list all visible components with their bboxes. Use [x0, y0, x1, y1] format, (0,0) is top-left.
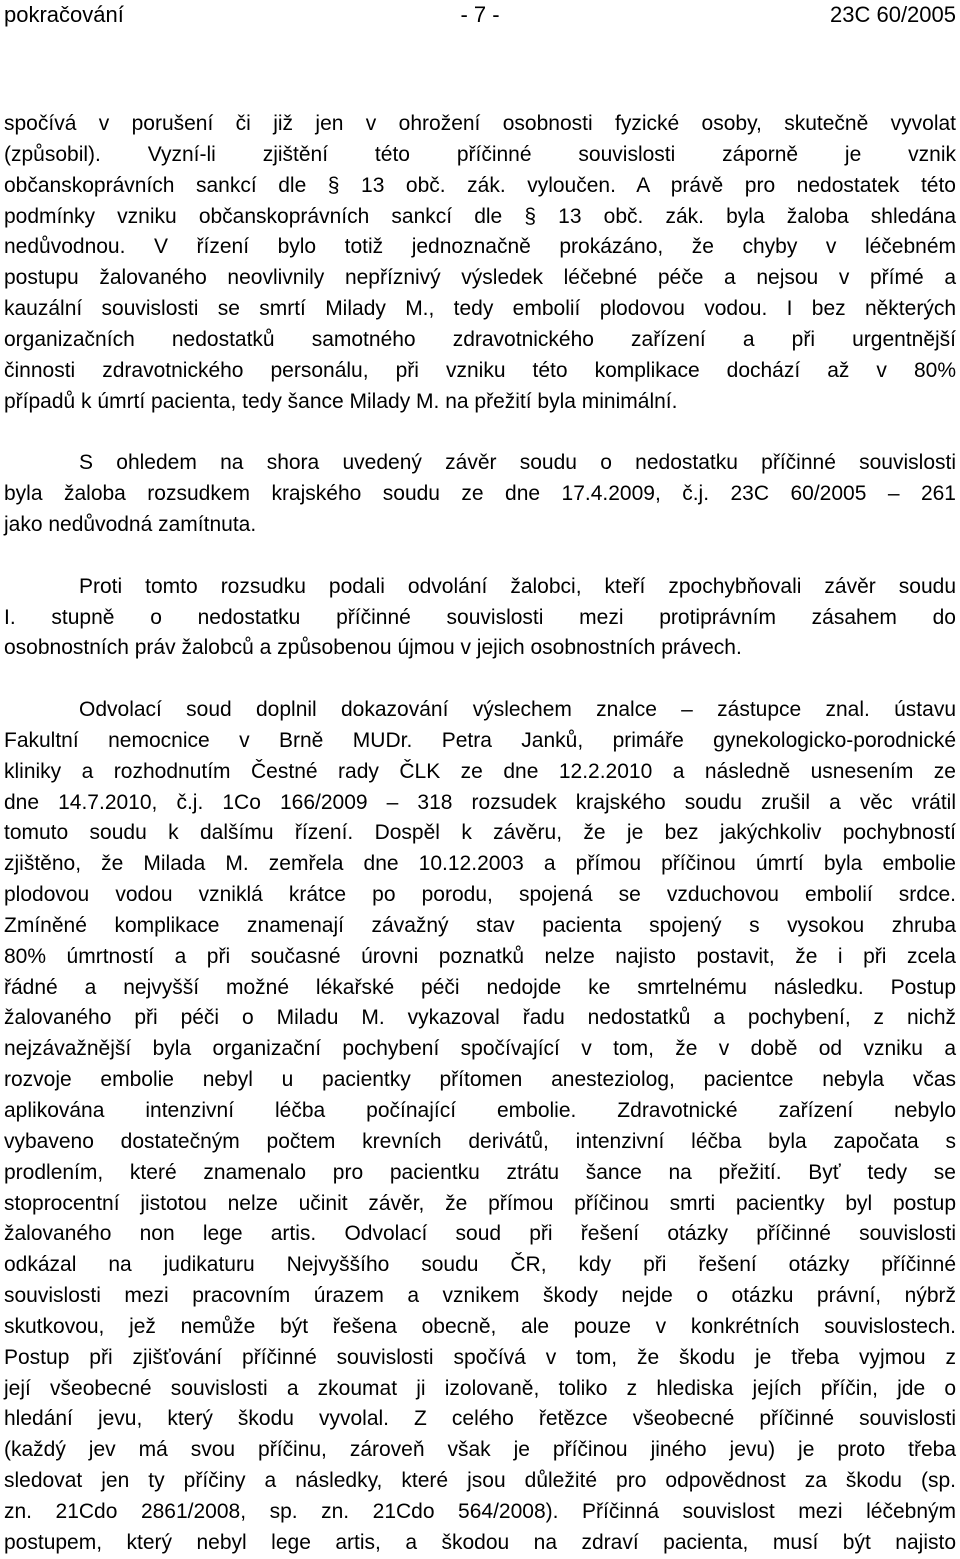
text-line: vybaveno dostatečným počtem krevních derivátů, intenzivní léčba byla započata s [4, 1129, 956, 1153]
text-line: Postup při zjišťování příčinné souvislosti spočívá v tom, že škodu je třeba vyjmou z [4, 1345, 956, 1369]
text-line: prodlením, které znamenalo pro pacientku ztrátu šance na přežití. Byť tedy se [4, 1160, 956, 1184]
text-line: Zmíněné komplikace znamenají závažný stav pacienta spojený s vysokou zhruba [4, 913, 956, 937]
text-line: zjištěno, že Milada M. zemřela dne 10.12.2003 a přímou příčinou úmrtí byla embolie [4, 852, 956, 876]
text-line: tomuto soudu k dalšímu řízení. Dospěl k závěru, že je bez jakýchkoliv pochybností [4, 821, 956, 845]
text-line: kliniky a rozhodnutím Čestné rady ČLK ze dne 12.2.2010 a následně usnesením ze [4, 759, 956, 783]
text-line: I. stupně o nedostatku příčinné souvislosti mezi protiprávním zásahem do [4, 605, 956, 629]
text-line: aplikována intenzivní léčba počínající embolie. Zdravotnické zařízení nebylo [4, 1099, 956, 1122]
text-line: Fakultní nemocnice v Brně MUDr. Petra Janků, primáře gynekologicko-porodnické [4, 728, 956, 752]
text-line: odkázal na judikaturu Nejvyššího soudu ČR, kdy při řešení otázky příčinné [4, 1253, 956, 1277]
text-line: žalovaného při péči o Miladu M. vykazoval řadu nedostatků a pochybení, z nichž [4, 1006, 956, 1030]
text-line: S ohledem na shora uvedený závěr soudu o nedostatku příčinné souvislosti [79, 451, 956, 475]
page-header [4, 0, 956, 30]
text-line: případů k úmrtí pacienta, tedy šance Milady M. na přežití byla minimální. [4, 389, 678, 413]
text-line: skutkovou, jež nemůže být řešena obecně, ale pouze v konkrétních souvislostech. [4, 1314, 956, 1338]
text-line: (způsobil). Vyzní-li zjištění této příčinné souvislosti záporně je vznik [4, 142, 956, 166]
text-line: Proti tomto rozsudku podali odvolání žalobci, kteří zpochybňovali závěr soudu [79, 574, 956, 598]
text-line: podmínky vzniku občanskoprávních sankcí dle § 13 obč. zák. byla žaloba shledána [4, 204, 956, 228]
text-line: dne 14.7.2010, č.j. 1Co 166/2009 – 318 rozsudek krajského soudu zrušil a věc vrátil [4, 790, 956, 814]
text-line: Odvolací soud doplnil dokazování výslechem znalce – zástupce znal. ústavu [79, 698, 956, 722]
continuation-label: pokračování [4, 2, 124, 27]
page-number: - 7 - [460, 2, 500, 27]
text-line: rozvoje embolie nebyl u pacientky přítomen anesteziolog, pacientce nebyla včas [4, 1068, 956, 1092]
paragraph-4 [4, 695, 956, 1559]
text-line: řádné a nejvyšší možné lékařské péči nedojde ke smrtelnému následku. Postup [4, 975, 956, 999]
text-line: byla žaloba rozsudkem krajského soudu ze dne 17.4.2009, č.j. 23C 60/2005 – 261 [4, 482, 956, 506]
text-line: jako nedůvodná zamítnuta. [4, 512, 257, 536]
text-line: hledání jevu, který škodu vyvolal. Z celého řetězce všeobecné příčinné souvislosti [4, 1407, 956, 1431]
text-line: postupem, který nebyl lege artis, a škodou na zdraví pacienta, musí být najisto [4, 1530, 956, 1554]
text-line: souvislosti mezi pracovním úrazem a vznikem škody nejde o otázku právní, nýbrž [4, 1284, 956, 1308]
text-line: osobnostních práv žalobců a způsobenou újmou v jejich osobnostních právech. [4, 636, 742, 660]
text-line: plodovou vodou vzniklá krátce po porodu, spojená se vzduchovou embolií srdce. [4, 883, 956, 907]
paragraph-1 [4, 109, 956, 417]
paragraph-2 [4, 448, 956, 541]
text-line: kauzální souvislosti se smrtí Milady M., tedy embolií plodovou vodou. I bez některých [4, 297, 956, 321]
text-line: nejzávažnější byla organizační pochybení spočívající v tom, že v době od vzniku a [4, 1037, 956, 1061]
text-line: organizačních nedostatků samotného zdravotnického zařízení a při urgentnější [4, 327, 956, 351]
text-line: 80% úmrtností a při současné úrovni poznatků nelze najisto postavit, že i při zcela [4, 944, 956, 968]
text-line: spočívá v porušení či již jen v ohrožení osobnosti fyzické osoby, skutečně vyvolat [4, 112, 956, 135]
paragraph-3 [4, 572, 956, 665]
paragraph-gap [4, 417, 956, 448]
text-line: občanskoprávních sankcí dle § 13 obč. zák. vyloučen. A právě pro nedostatek této [4, 173, 956, 197]
text-line: sledovat jen ty příčiny a následky, které jsou důležité pro odpovědnost za škodu (sp. [4, 1469, 956, 1493]
text-line: (každý jev má svou příčinu, zároveň však je příčinou jiného jevu) je proto třeba [4, 1438, 956, 1462]
text-line: zn. 21Cdo 2861/2008, sp. zn. 21Cdo 564/2008). Příčinná souvislost mezi léčebným [4, 1499, 956, 1523]
document-body [4, 109, 956, 1559]
text-line: stoprocentní jistotou nelze učinit závěr, že přímou příčinou smrti pacientky byl postup [4, 1191, 956, 1215]
case-number: 23C 60/2005 [830, 2, 956, 27]
text-line: žalovaného non lege artis. Odvolací soud při řešení otázky příčinné souvislosti [4, 1222, 956, 1246]
text-line: činnosti zdravotnického personálu, při vzniku této komplikace dochází až v 80% [4, 358, 956, 382]
text-line: její všeobecné souvislosti a zkoumat ji izolovaně, toliko z hlediska jejích příčin, jde o [4, 1376, 956, 1400]
paragraph-gap [4, 541, 956, 572]
text-line: nedůvodnou. V řízení bylo totiž jednoznačně prokázáno, že chyby v léčebném [4, 235, 956, 259]
text-line: postupu žalovaného neovlivnily nepříznivý výsledek léčebné péče a nejsou v přímé a [4, 266, 956, 290]
paragraph-gap [4, 664, 956, 695]
